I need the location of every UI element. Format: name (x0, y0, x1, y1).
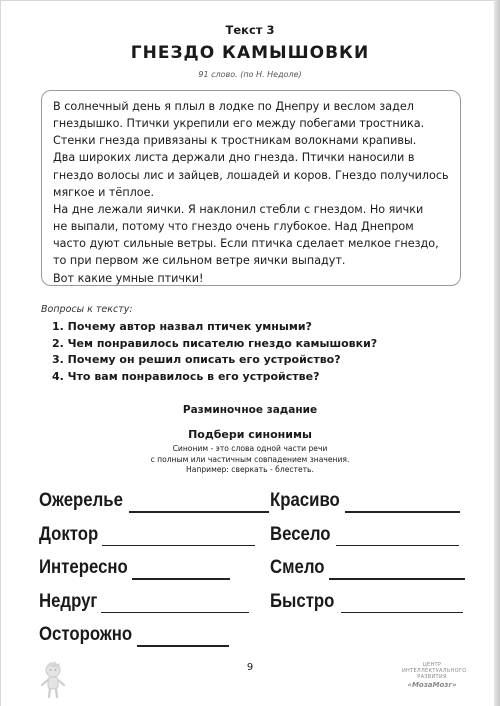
answer-blank[interactable] (329, 578, 465, 580)
question-item: 2. Чем понравилось писателю гнездо камышовки? (52, 336, 378, 350)
word-label: Красиво (270, 489, 340, 511)
story-line: то при первом же сильном ветре яички выпадут. (53, 254, 346, 268)
brand-line: ИНТЕЛЛЕКТУАЛЬНОГО (402, 668, 467, 674)
definition-line: Синоним - это слова одной части речи (172, 444, 328, 453)
story-line: мягкое и тёплое. (53, 185, 155, 199)
story-line: Стенки гнезда привязаны к тростникам волокнами крапивы. (53, 134, 417, 148)
brand-line: ЦЕНТР (422, 662, 442, 668)
answer-blank[interactable] (129, 511, 269, 513)
brand-logo (402, 662, 467, 690)
word-row (270, 590, 465, 624)
page-number: 9 (246, 662, 254, 673)
answer-blank[interactable] (137, 645, 229, 647)
word-label: Интересно (39, 556, 128, 578)
definition-example: Например: сверкать - блестеть. (186, 465, 314, 474)
question-item: 1. Почему автор назвал птичек умными? (52, 320, 312, 333)
word-label: Смело (270, 556, 325, 578)
answer-blank[interactable] (101, 612, 249, 614)
answer-blank[interactable] (132, 578, 230, 580)
word-label: Весело (270, 522, 331, 545)
answer-blank[interactable] (102, 545, 255, 547)
story-title: ГНЕЗДО КАМЫШОВКИ (130, 43, 370, 63)
story-line: В солнечный день я плыл в лодке по Днепру и веслом задел (53, 100, 414, 113)
answer-blank[interactable] (345, 511, 460, 513)
answer-blank[interactable] (336, 545, 459, 547)
definition-line: с полным или частичным совпадением значения. (150, 454, 350, 464)
word-label: Недруг (39, 589, 98, 612)
story-line: Вот какие умные птички! (53, 271, 204, 285)
word-row (39, 556, 269, 590)
questions-heading: Вопросы к тексту: (41, 304, 133, 315)
story-line: гнездышко. Птички укрепили его между побегами тростника. (53, 117, 425, 131)
brand-line: РАЗВИТИЯ (417, 674, 447, 680)
story-line: не выпали, потому что гнездо очень глубокое. Над Днепром (53, 220, 414, 234)
word-row (39, 590, 269, 624)
word-row (270, 489, 465, 523)
answer-blank[interactable] (341, 612, 463, 614)
word-row (39, 489, 269, 523)
page-edge-top (0, 0, 500, 1)
words-right-column (270, 489, 465, 623)
synonym-definition (0, 444, 500, 476)
story-line: Два широких листа держали дно гнезда. Птички наносили в (53, 151, 415, 165)
questions-list (52, 319, 377, 385)
story-line: гнездо волосы лис и зайцев, лошадей и коров. Гнездо получилось (53, 168, 449, 182)
story-box (41, 90, 461, 286)
word-label: Осторожно (39, 623, 133, 645)
synonyms-heading: Подбери синонимы (188, 428, 312, 441)
word-label: Быстро (270, 589, 335, 612)
word-row (270, 523, 465, 557)
warmup-heading: Разминочное задание (182, 404, 318, 416)
story-line: часто дуют сильные ветры. Если птичка сделает мелкое гнездо, (53, 237, 439, 251)
page-edge-shadow (494, 0, 500, 706)
text-number: Текст 3 (225, 23, 275, 37)
page-edge-left (0, 0, 1, 706)
question-item: 4. Что вам понравилось в его устройстве? (52, 369, 320, 383)
words-left-column (39, 489, 269, 657)
word-label: Ожерелье (39, 489, 123, 511)
word-row (39, 523, 269, 557)
story-line: На дне лежали яички. Я наклонил стебли с гнездом. Но яички (53, 202, 424, 216)
word-count-author: 91 слово. (по Н. Недоле) (198, 70, 302, 79)
brand-name: «МозаМозг» (407, 681, 457, 689)
word-row (270, 556, 465, 590)
question-item: 3. Почему он решил описать его устройство? (52, 353, 341, 366)
word-label: Доктор (39, 522, 99, 545)
word-row (39, 623, 269, 657)
